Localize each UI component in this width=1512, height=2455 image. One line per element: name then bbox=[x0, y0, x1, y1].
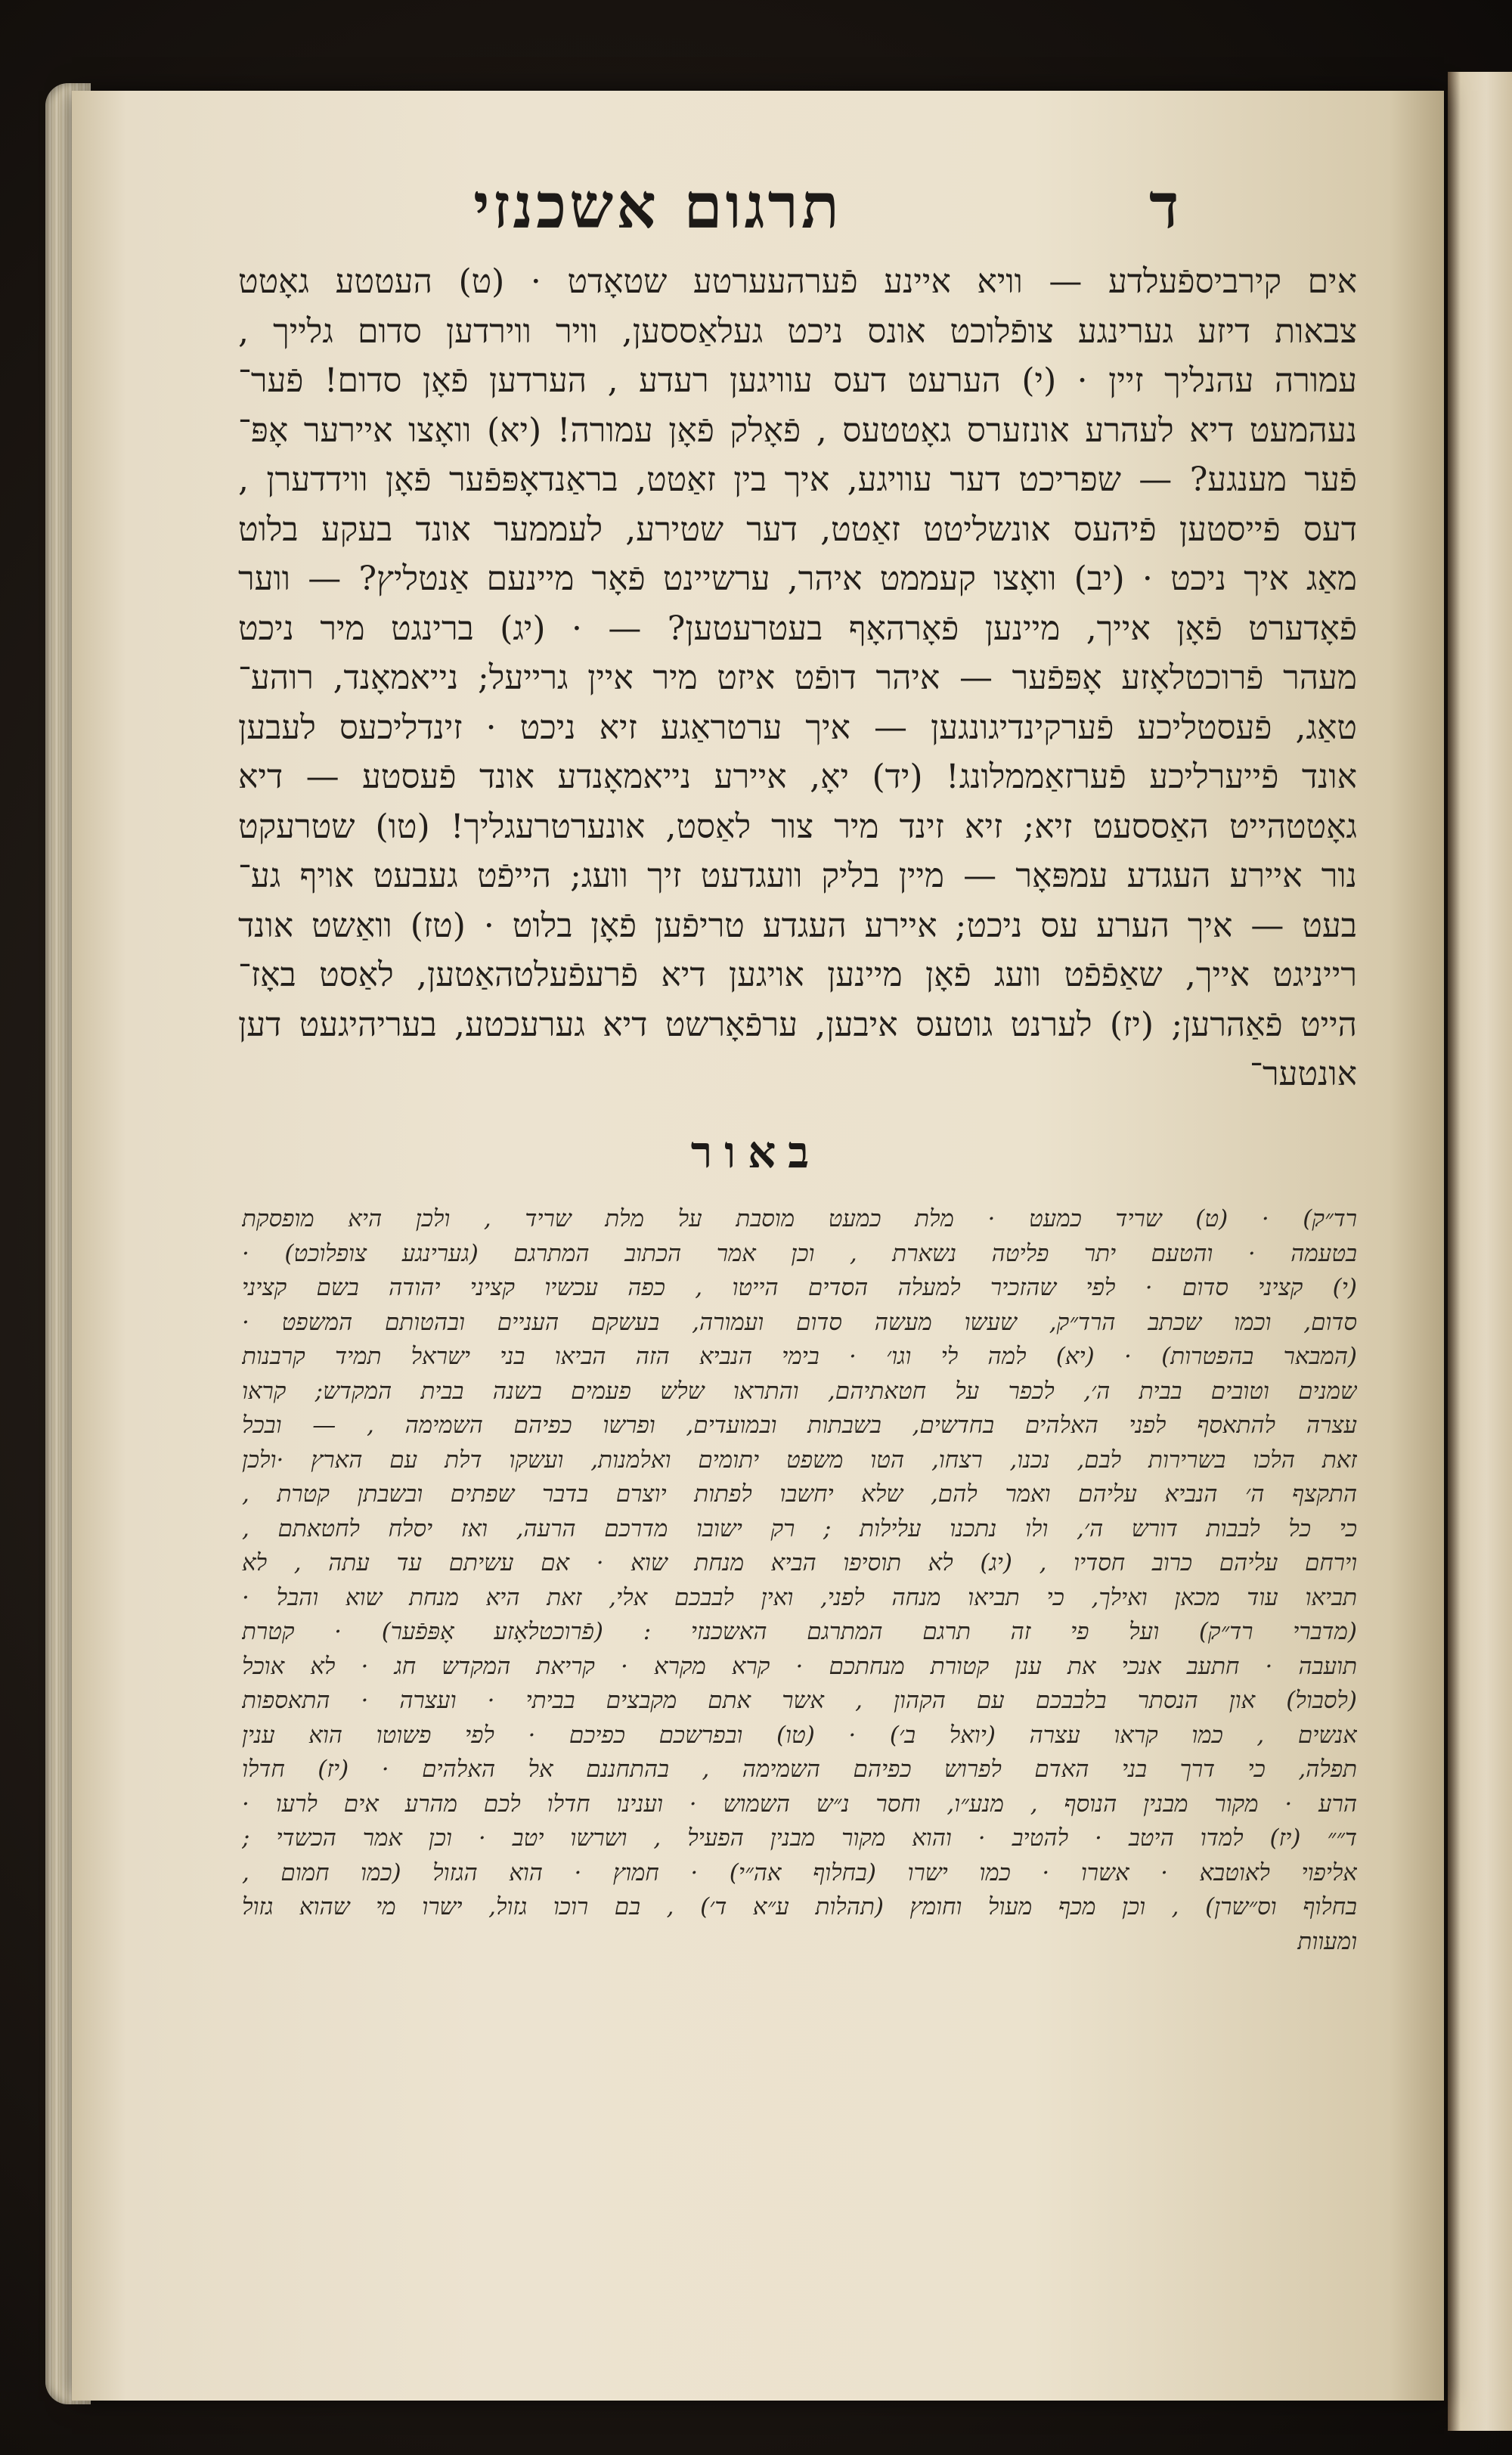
commentary-line: ד״״ (יז) למדו היטב · להטיב · והוא מקור מבנין הפעיל , ושרשו יטב · וכן אמר הכשדי ; bbox=[242, 1824, 1357, 1852]
running-head: תרגום אשכנזי bbox=[473, 170, 842, 243]
commentary-line: סדום, וכמו שכתב הרד״ק, שעשו מעשה סדום ועמורה, בעשקם העניים ובהטותם המשפט · bbox=[242, 1308, 1357, 1336]
commentary-line: הרע · מקור מבנין הנוסף , מנע״ו, וחסר נ״ש השמוש · וענינו חדלו לכם מהרע אים לרעו · bbox=[242, 1790, 1357, 1818]
commentary-line: זאת הלכו בשרירות לבם, נכנו, רצחו, הטו משפט יתומים ואלמנות, ועשקו דלת עם הארץ ·ולכן bbox=[242, 1446, 1357, 1474]
text-line: אונטער־ bbox=[1250, 1055, 1357, 1093]
commentary-line: אנשים , כמו קראו עצרה (יואל ב׳) · (טו) ובפרשכם כפיכם · לפי פשוטו הוא ענין bbox=[242, 1721, 1357, 1749]
text-line: פֿאָדערט פֿאָן אייך, מיינען פֿאָרהאָף בעטרעטען? — · (יג) ברינגט מיר ניכט bbox=[238, 609, 1357, 648]
text-line: בעט — איך הערע עס ניכט; איירע העגדע טריפֿען פֿאָן בלוט · (טז) וואַשט אונד bbox=[238, 906, 1357, 945]
page-number-letter: ד bbox=[1149, 170, 1179, 243]
text-line: אים קירביספֿעלדע — וויא איינע פֿערהעערטע שטאָדט · (ט) העטטע גאָטט bbox=[238, 262, 1357, 301]
text-line: עמורה עהנליך זיין · (י) הערעט דעס עוויגען רעדע , הערדען פֿאָן סדום! פֿער־ bbox=[238, 361, 1357, 400]
text-line: נור איירע העגדע עמפּאָר — מיין בליק וועגדעט זיך וועג; הייפֿט געבעט אויף גע־ bbox=[238, 857, 1357, 895]
commentary-line: אליפוי לאוטבא · אשרו · כמו ישרו (בחלוף אה״י) · חמוץ · הוא הגזול (כמו חמום , bbox=[242, 1858, 1357, 1886]
commentary-line: שמנים וטובים בבית ה׳, לכפר על חטאתיהם, והתראו שלש פעמים בשנה בבית המקדש; קראו bbox=[242, 1377, 1357, 1405]
text-line: טאַג, פֿעסטליכע פֿערקינדיגונגען — איך ערטראַגע זיא ניכט · זינדליכעס לעבען bbox=[238, 708, 1357, 747]
text-line: צבאות דיזע גערינגע צופֿלוכט אונס ניכט געלאַססען, וויר ווירדען סדום גלייך , bbox=[238, 312, 1357, 351]
text-line: דעס פֿייסטען פֿיהעס אונשליטט זאַטט, דער שטירע, לעממער אונד בעקע בלוט bbox=[238, 510, 1357, 549]
text-line: נעהמעט דיא לעהרע אונזערס גאָטטעס , פֿאָלק פֿאָן עמורה! (יא) וואָצו איירער אָפּ־ bbox=[238, 411, 1357, 450]
commentary-line: (י) קציני סדום · לפי שהזכיר למעלה הסדים הייטו , כפה עכשיו קציני יהודה בשם קציני bbox=[242, 1274, 1357, 1301]
commentary-line: תביאו עוד מכאן ואילך, כי תביאו מנחה לפני, ואין לבבכם אלי, זאת היא מנחת שוא והבל · bbox=[242, 1583, 1357, 1611]
commentary-line: רד״ק) · (ט) שריד כמעט · מלת כמעט מוסבת על מלת שריד , ולכן היא מופסקת bbox=[242, 1205, 1357, 1232]
commentary-line: (מדברי רד״ק) ועל פי זה תרגם המתרגם האשכנזי : (פֿרוכטלאָזע אָפּפֿער) · קטרת bbox=[242, 1618, 1357, 1645]
commentary-line: עצרה להתאסף לפני האלהים בחדשים, בשבתות ובמועדים, ופרשו כפיהם השמימה , — ובכל bbox=[242, 1412, 1357, 1439]
commentary-heading: באור bbox=[690, 1127, 822, 1178]
commentary-line: (המבאר בהפטרות) · (יא) למה לי וגו׳ · בימי הנביא הזה הביאו בני ישראל תמיד קרבנות bbox=[242, 1343, 1357, 1370]
commentary-line: התקצף ה׳ הנביא עליהם ואמר להם, שלא יחשבו לפתות יוצרם בדבר שפתים ובשבתן קטרת , bbox=[242, 1480, 1357, 1508]
commentary-line: בטעמה · והטעם יתר פליטה נשארת , וכן אמר הכתוב המתרגם (גערינגע צופלוכט) · bbox=[242, 1239, 1357, 1267]
text-line: מעהר פֿרוכטלאָזע אָפּפֿער — איהר דופֿט איזט מיר איין גרייעל; נייאמאָנד, רוהע־ bbox=[238, 659, 1357, 697]
text-line: מאַג איך ניכט · (יב) וואָצו קעממט איהר, ערשיינט פֿאָר מיינעם אַנטליץ? — ווער bbox=[238, 560, 1357, 598]
facing-page-edge bbox=[1448, 72, 1512, 2431]
text-line: הייט פֿאַהרען; (יז) לערנט גוטעס איבען, ערפֿאָרשט דיא גערעכטע, בעריהיגעט דען bbox=[238, 1005, 1357, 1044]
commentary-line: בחלוף וס״שרן) , וכן מכף מעול וחומץ (תהלות ע״א ד׳) , בם רוכו גזול, ישרו מי שהוא גזול bbox=[242, 1893, 1357, 1920]
text-line: רייניגט אייך, שאַפֿפֿט וועג פֿאָן מיינען אויגען דיא פֿרעפֿעלטהאַטען, לאַסט באָז־ bbox=[238, 956, 1357, 994]
main-translation-text bbox=[238, 257, 1357, 1099]
commentary-line: ומעוות bbox=[1297, 1927, 1357, 1955]
text-line: גאָטטהייט האַססעט זיא; זיא זינד מיר צור לאַסט, אונערטרעגליך! (טו) שטרעקט bbox=[238, 807, 1357, 846]
commentary-text bbox=[242, 1202, 1357, 1959]
commentary-line: תועבה · חתעב אנכי את ענן קטורת מנחתכם · קרא מקרא · קריאת המקדש חג · לא אוכל bbox=[242, 1652, 1357, 1680]
text-line: פֿער מענגע? — שפריכט דער עוויגע, איך בין זאַטט, בראַנדאָפּפֿער פֿאָן ווידדערן , bbox=[238, 460, 1357, 499]
commentary-line: וירחם עליהם כרוב חסדיו , (יג) לא תוסיפו הביא מנחת שוא · אם עשיתם עד עתה , לא bbox=[242, 1549, 1357, 1576]
commentary-line: כי כל לבבות דורש ה׳, ולו נתכנו עלילות ; רק ישובו מדרכם הרעה, ואז יסלח לחטאתם , bbox=[242, 1514, 1357, 1542]
text-line: אונד פֿייערליכע פֿערזאַממלונג! (יד) יאָ, איירע נייאמאָנדע אונד פֿעסטע — דיא bbox=[238, 758, 1357, 796]
commentary-line: (לסבול) און הנסתר בלבבכם עם הקהון , אשר אתם מקבצים בביתי · ועצרה · התאספות bbox=[242, 1687, 1357, 1714]
commentary-line: תפלה, כי דרך בני האדם לפרוש כפיהם השמימה , בהתחננם אל האלהים · (יז) חדלו bbox=[242, 1756, 1357, 1783]
